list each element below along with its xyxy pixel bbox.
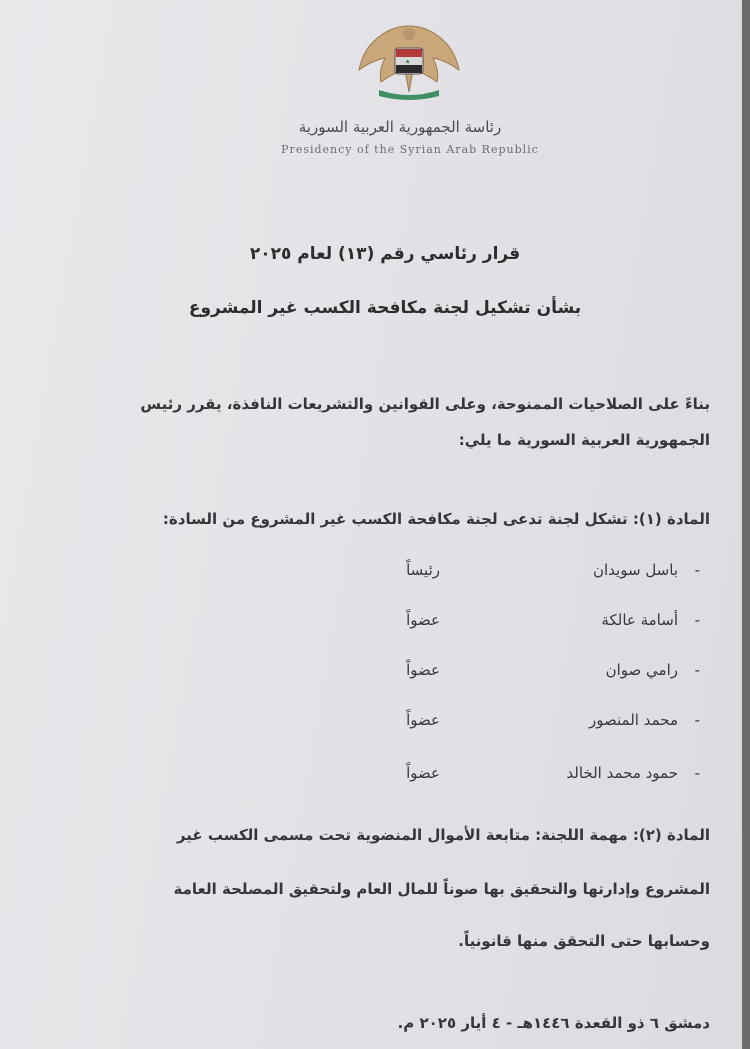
article-1-text: تشكل لجنة تدعى لجنة مكافحة الكسب غير المشروع من السادة: (162, 510, 628, 528)
list-dash: - (694, 561, 700, 579)
member-name: أسامة عالكة (601, 611, 678, 629)
member-name: حمود محمد الخالد (566, 764, 678, 782)
member-name: باسل سويدان (593, 561, 678, 579)
member-row (250, 764, 700, 788)
list-dash: - (694, 661, 700, 679)
member-role: عضواً (406, 764, 440, 782)
article-2-label: المادة (٢): مهمة اللجنة: (535, 826, 710, 844)
preamble-line-1: بناءً على الصلاحيات الممنوحة، وعلى القوانين والتشريعات النافذة، يقرر رئيس (140, 395, 710, 413)
article-2-line-1 (120, 826, 710, 844)
article-1-label: المادة (١): (632, 510, 710, 528)
list-dash: - (694, 611, 700, 629)
syrian-eagle-emblem-icon (355, 20, 463, 102)
article-2-line-2: المشروع وإدارتها والتحقيق بها صوناً للمال العام ولتحقيق المصلحة العامة (173, 880, 710, 898)
list-dash: - (694, 711, 700, 729)
decree-title: قرار رئاسي رقم (١٣) لعام ٢٠٢٥ (249, 244, 521, 264)
member-name: محمد المنصور (589, 711, 678, 729)
preamble-line-2: الجمهورية العربية السورية ما يلي: (458, 431, 710, 449)
member-name: رامي صوان (605, 661, 678, 679)
svg-text:★: ★ (405, 58, 411, 66)
article-2-line-3: وحسابها حتى التحقق منها قانونياً. (458, 932, 710, 950)
organization-name-english: Presidency of the Syrian Arab Republic (281, 143, 539, 156)
member-row (250, 611, 700, 635)
list-dash: - (694, 764, 700, 782)
decree-date: دمشق ٦ ذو القعدة ١٤٤٦هـ - ٤ أيار ٢٠٢٥ م. (397, 1014, 710, 1032)
organization-name-arabic: رئاسة الجمهورية العربية السورية (298, 118, 502, 136)
member-role: عضواً (406, 711, 440, 729)
member-role: عضواً (406, 661, 440, 679)
member-row (250, 561, 700, 585)
article-2-text: متابعة الأموال المنضوية تحت مسمى الكسب غير (176, 826, 530, 844)
member-role: رئيساً (406, 561, 440, 579)
member-row (250, 711, 700, 735)
article-1 (120, 510, 710, 528)
decree-subject: بشأن تشكيل لجنة مكافحة الكسب غير المشروع (188, 298, 582, 318)
member-row (250, 661, 700, 685)
member-role: عضواً (406, 611, 440, 629)
